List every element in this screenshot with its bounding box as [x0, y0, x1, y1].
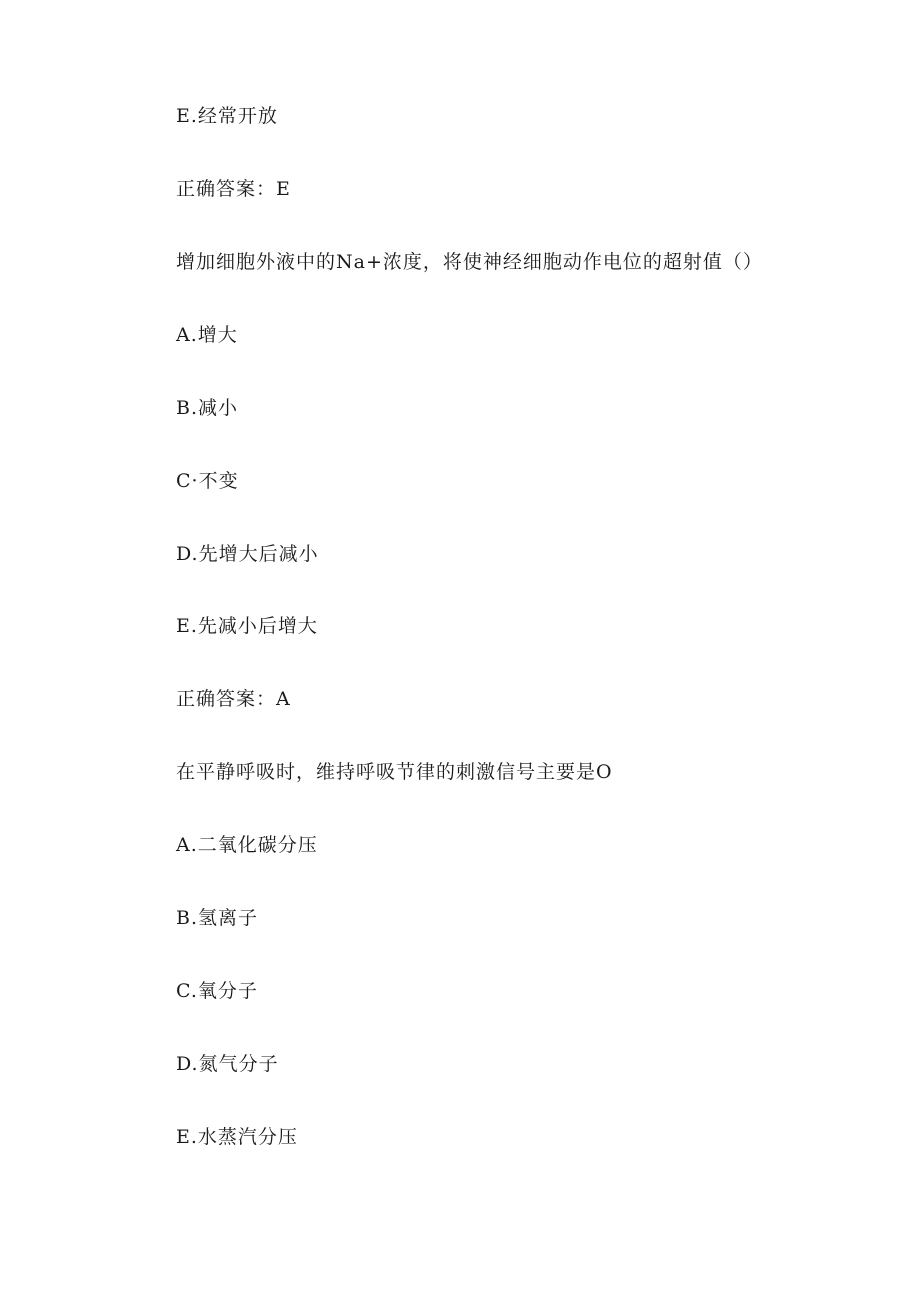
q3-question-stem: 在平静呼吸时，维持呼吸节律的刺激信号主要是O	[176, 761, 613, 783]
q1-correct-answer: 正确答案：E	[176, 178, 291, 200]
q3-option-d: D.氮气分子	[176, 1053, 279, 1075]
q2-option-a: A.增大	[176, 324, 238, 346]
q2-correct-answer: 正确答案：A	[176, 688, 291, 710]
q2-option-c: C·不变	[176, 470, 239, 492]
q3-option-e: E.水蒸汽分压	[176, 1126, 298, 1148]
q2-option-b: B.减小	[176, 397, 239, 419]
q2-option-d: D.先增大后减小	[176, 543, 319, 565]
q2-question-stem: 增加细胞外液中的Na+浓度，将使神经细胞动作电位的超射值（）	[176, 251, 763, 273]
q3-option-a: A.二氧化碳分压	[176, 834, 318, 856]
q3-option-c: C.氧分子	[176, 980, 258, 1002]
q1-option-e: E.经常开放	[176, 105, 278, 127]
q3-option-b: B.氢离子	[176, 907, 259, 929]
q2-option-e: E.先减小后增大	[176, 615, 318, 637]
